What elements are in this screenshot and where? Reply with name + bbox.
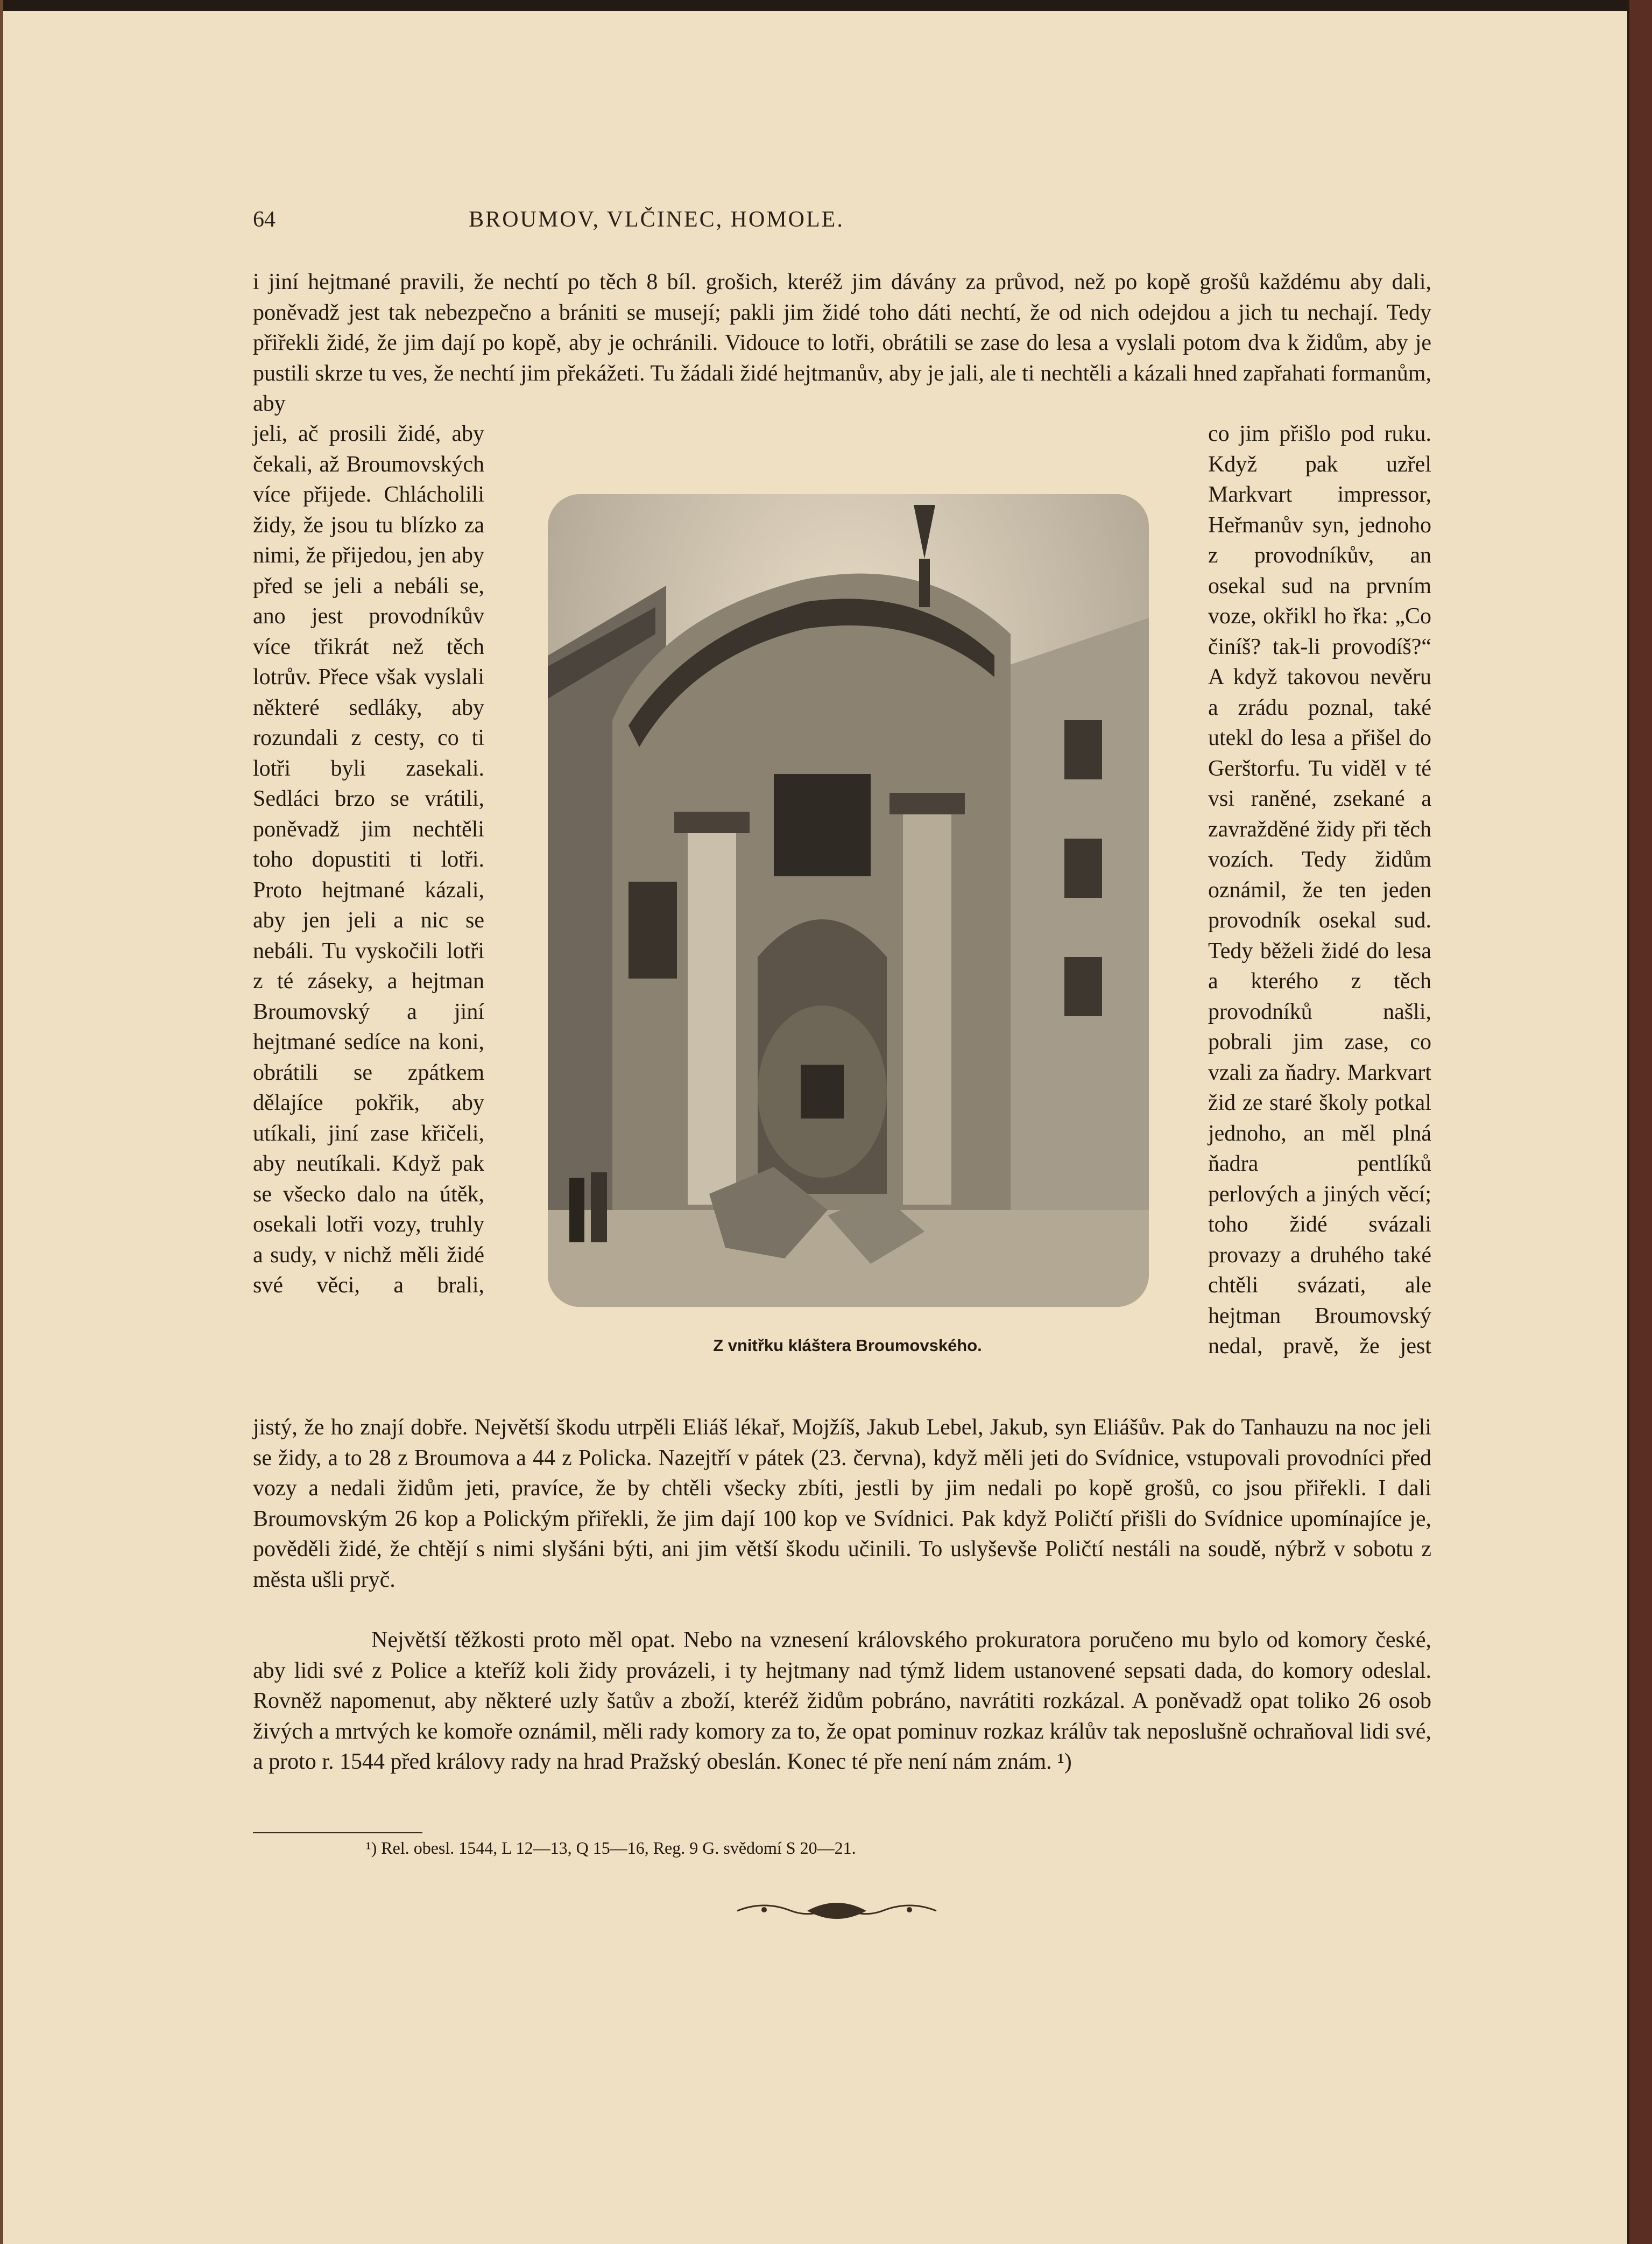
footnote: ¹) Rel. obesl. 1544, L 12—13, Q 15—16, Reg. 9 G. svědomí S 20—21. xyxy=(366,1838,856,1858)
book-spine xyxy=(1629,0,1652,2244)
page-header xyxy=(253,207,1022,239)
paragraph-opat: Největší těžkosti proto měl opat. Nebo na vznesení královského prokuratora poručeno mu bylo od komory české, aby lidi své z Police a kteříž koli židy provázeli, i ty hejtmany nad týmž lidem ustanovené sepsati dada, do komory odeslal. Rovněž napomenut, aby některé uzly šatův a zboží, kteréž židům pobráno, navrátiti rozkázal. A poněvadž opat toliko 26 osob živých a mrtvých ke komoře oznámil, měli rady komory za to, že opat pominuv rozkaz králův tak neposlušně ochraňoval lidi své, a proto r. 1544 před královy rady na hrad Pražský obeslán. Konec té pře není nám znám. ¹) xyxy=(253,1628,1431,1774)
body-text-right-column: co jim přišlo pod ruku. Když pak uzřel Markvart impressor, Heřmanův syn, jednoho z provodníkův, an osekal sud na prvním voze, okřikl ho řka: „Co činíš? tak-li provodíš?“ A když takovou nevěru a zrádu poznal, také utekl do lesa a přišel do Gerštorfu. Tu viděl v té vsi raněné, zsekané a zavražděné židy při těch vozích. Tedy židům oznámil, že ten jeden provodník osekal sud. Tedy běželi židé do lesa a kterého z těch provodníků našli, pobrali jim zase, co vzali za ňadry. Markvart žid ze staré školy potkal jednoho, an měl plná ňadra pentlíků perlových a jiných věcí; toho židé svázali provazy a druhého také chtěli svázati, ale hejtman Broumovský nedal, pravě, že jest xyxy=(1208,421,1431,1359)
body-text-top: i jiní hejtmané pravili, že nechtí po těch 8 bíl. grošich, kteréž jim dávány za průvod, než po kopě grošů každému aby dali, poněvadž jest tak nebezpečno a brániti se musejí; pakli jim židé toho dáti nechtí, že od nich odejdou a jich tu nechají. Tedy přiřekli židé, že jim dají po kopě, aby je ochránili. Vidouce to lotři, obrátili se zase do lesa a vyslali potom dva k židům, aby je pustili skrze tu ves, že nechtí jim překážeti. Tu žádali židé hejtmanův, aby je jali, ale ti nechtěli a kázali hned zapřahati formanům, aby xyxy=(253,270,1431,416)
figure-caption: Z vnitřku kláštera Broumovského. xyxy=(713,1336,982,1355)
scan-top-border xyxy=(0,0,1629,11)
body-text-left-column: jeli, ač prosili židé, aby čekali, až Broumovských více přijede. Chlácholili židy, že jsou tu blízko za nimi, že přijedou, jen aby před se jeli a nebáli se, ano jest provodníkův více třikrát než těch lotrův. Přece však vyslali některé sedláky, aby rozundali z cesty, co ti lotři byli zasekali. Sedláci brzo se vrátili, poněvadž jim nechtěli toho dopustiti ti lotři. Proto hejtmané kázali, aby jen jeli a nic se nebáli. Tu vyskočili lotři z té záseky, a hejtman Broumovský a jiní hejtmané sedíce na koni, obrátili se zpátkem dělajíce pokřik, aby utíkali, jiní zase křičeli, aby neutíkali. Když pak se všecko dalo na útěk, osekali lotři vozy, truhly a sudy, v nichž měli židé své věci, a brali, xyxy=(253,421,484,1298)
scan-left-edge xyxy=(0,0,3,2244)
body-text-bottom: jistý, že ho znají dobře. Největší škodu utrpěli Eliáš lékař, Mojžíš, Jakub Lebel, Jakub, syn Eliášův. Pak do Tanhauzu na noc jeli se židy, a to 28 z Broumova a 44 z Policka. Nazejtří v pátek (23. června), když měli jeti do Svídnice, vstupovali provodníci před vozy a nedali židům jeti, pravíce, že by chtěli všecky zbíti, jestli by jim nedali po kopě grošů, co jsou přiřekli. I dali Broumovským 26 kop a Polickým přiřekli, že jim dají 100 kop ve Svídnici. Pak když Poličtí přišli do Svídnice upomínajíce je, pověděli židé, že chtějí s nimi slyšáni býti, ani jim větší škodu učinili. To uslyševše Poličtí nestáli na soudě, nýbrž v sobotu z města ušli pryč. xyxy=(253,1415,1431,1592)
engraving-image xyxy=(548,494,1149,1307)
illustration-monastery-interior xyxy=(548,494,1149,1307)
ornament-icon xyxy=(732,1895,942,1927)
page-number: 64 xyxy=(253,207,276,232)
ornament-vignette xyxy=(732,1895,942,1927)
running-title: BROUMOV, VLČINEC, HOMOLE. xyxy=(469,207,844,232)
footnote-rule xyxy=(253,1832,422,1833)
